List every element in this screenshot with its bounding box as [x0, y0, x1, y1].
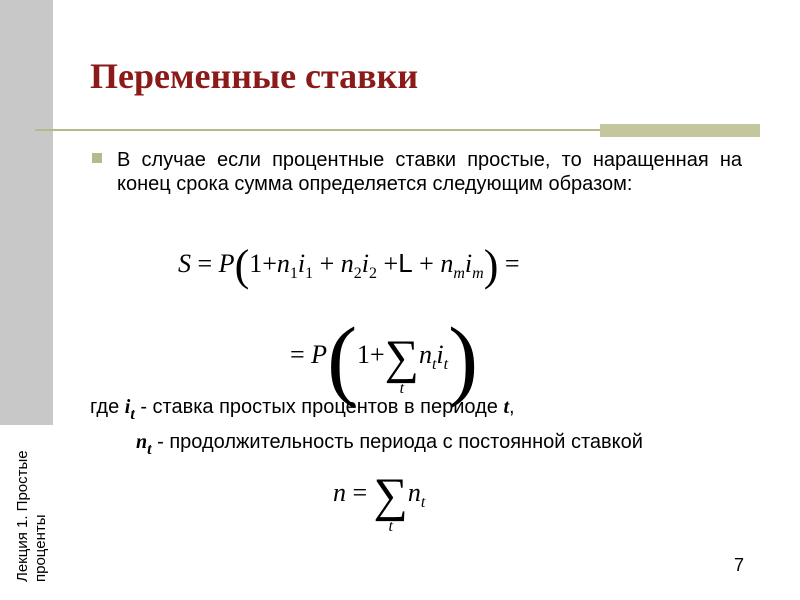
- f1-eq-end: =: [498, 249, 520, 278]
- f3-sigma-sub: t: [388, 518, 393, 535]
- f1-i1-sub: 1: [305, 265, 314, 282]
- f2-n: n: [418, 340, 432, 369]
- bullet-icon: [92, 153, 102, 163]
- where-prefix: где: [90, 396, 125, 418]
- f1-n1: n: [276, 249, 290, 278]
- f3-eq: =: [346, 478, 374, 507]
- f1-im-sub: m: [472, 265, 484, 282]
- f1-i2-sub: 2: [369, 265, 378, 282]
- f3-n: n: [407, 478, 421, 507]
- where-symbol: i: [124, 396, 131, 418]
- f1-open-paren: (: [234, 241, 250, 290]
- f1-ellipsis: L: [398, 248, 413, 278]
- f1-plus3: +: [412, 249, 441, 278]
- title-divider-accent: [600, 124, 760, 137]
- f1-principal: P: [218, 249, 235, 278]
- f1-lhs: S: [178, 249, 191, 278]
- f2-open-paren: (: [327, 310, 358, 409]
- f2-sigma-sub: t: [399, 380, 405, 397]
- f2-sigma: ∑: [384, 331, 419, 384]
- f1-i2: i: [361, 249, 370, 278]
- n-symbol: n: [136, 431, 148, 453]
- f2-sigma-group: [384, 331, 419, 397]
- f1-plus1: +: [313, 249, 341, 278]
- f2-i-sub: t: [443, 356, 449, 373]
- f2-close-paren: ): [448, 310, 479, 409]
- f1-n1-sub: 1: [289, 265, 298, 282]
- where-line: [90, 396, 515, 424]
- f2-one-plus: 1+: [357, 340, 385, 369]
- f1-nm-sub: m: [453, 265, 465, 282]
- f1-i1: i: [297, 249, 306, 278]
- f1-eq: =: [191, 249, 219, 278]
- f1-close-paren: ): [483, 241, 499, 290]
- sidebar-band: [0, 0, 53, 425]
- where-text: - ставка простых процентов в периоде: [134, 396, 504, 418]
- f3-lhs: n: [333, 478, 346, 507]
- f2-eq: =: [290, 340, 312, 369]
- page-number: 7: [734, 555, 745, 575]
- f3-sigma-group: [373, 469, 408, 535]
- formula-total-duration: [333, 469, 426, 535]
- intro-paragraph: В случае если процентные ставки простые, то наращенная на конец срока сумма определяется следующим образом:: [117, 149, 742, 195]
- f2-n-sub: t: [431, 356, 437, 373]
- f3-sigma: ∑: [373, 469, 408, 522]
- where-end: ,: [509, 396, 515, 418]
- sidebar-lecture-label: Лекция 1. Простые проценты: [14, 450, 49, 582]
- f2-i: i: [436, 340, 444, 369]
- f1-plus2: +: [377, 249, 399, 278]
- n-symbol-sub: t: [147, 441, 152, 458]
- where-period: t: [503, 396, 509, 418]
- f1-nm: n: [440, 249, 454, 278]
- f1-one-plus: 1+: [249, 249, 277, 278]
- formula-accumulated-sum: [178, 240, 520, 291]
- n-text: - продолжительность периода с постоянной ставкой: [151, 431, 643, 453]
- duration-definition: [136, 430, 736, 462]
- f3-n-sub: t: [420, 494, 426, 511]
- slide-title: Переменные ставки: [90, 56, 419, 96]
- where-symbol-sub: t: [130, 406, 135, 423]
- f1-n2: n: [340, 249, 354, 278]
- f2-principal: P: [311, 340, 328, 369]
- f1-im: i: [464, 249, 473, 278]
- f1-n2-sub: 2: [353, 265, 362, 282]
